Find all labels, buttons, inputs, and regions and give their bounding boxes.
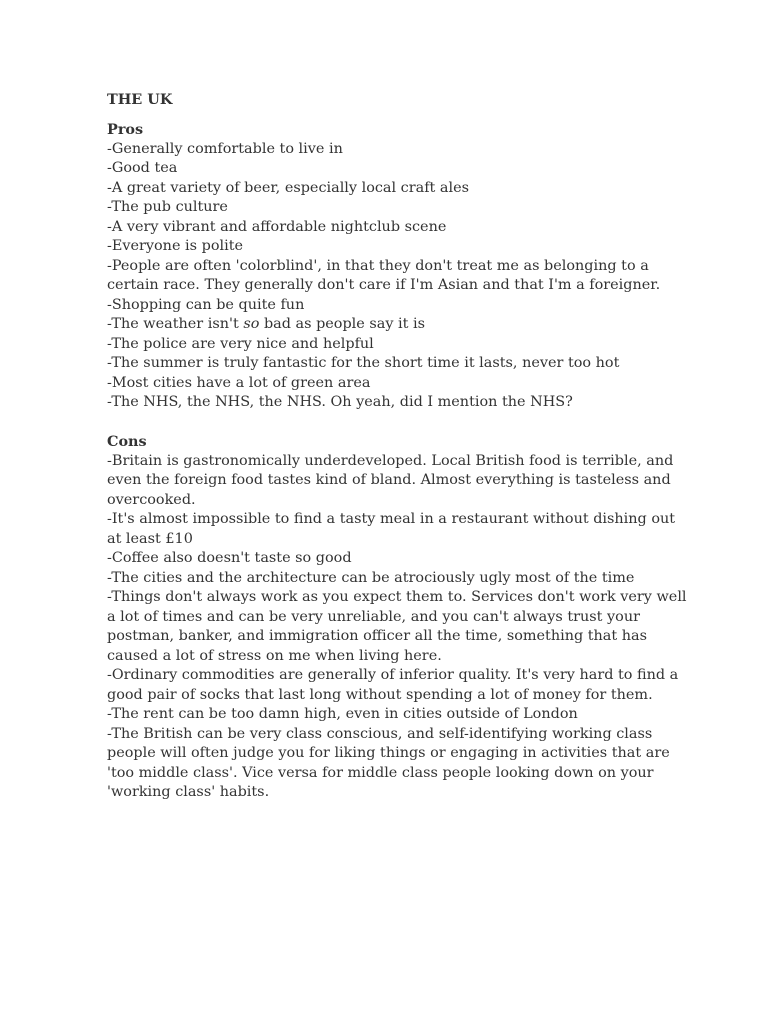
cons-item: -The rent can be too damn high, even in cities outside of London [107,706,578,722]
cons-item: -The cities and the architecture can be atrociously ugly most of the time [107,569,635,586]
pros-item: -The summer is truly fantastic for the short time it lasts, never too hot [107,355,620,371]
cons-item: -Coffee also doesn't taste so good [107,550,352,566]
cons-item: -The British can be very class conscious, and self-identifying working class people will often judge you for liking things or engaging in activities that are 'too middle class'. Vice versa for middle class people looking down on your 'working class' habits. [107,725,670,800]
cons-item: -It's almost impossible to find a tasty meal in a restaurant without dishing out at least £10 [107,511,676,547]
pros-item: -The police are very nice and helpful [107,335,374,352]
section-spacer [107,413,687,433]
cons-item: -Britain is gastronomically underdeveloped. Local British food is terrible, and even the foreign food tastes kind of bland. Almost everything is tasteless and overcooked. [107,452,674,508]
pros-item: -The pub culture [107,199,228,215]
weather-suffix: bad as people say it is [259,316,425,332]
cons-item: -Ordinary commodities are generally of inferior quality. It's very hard to find a good pair of socks that last long without spending a lot of money for them. [107,667,679,703]
pros-item: -Most cities have a lot of green area [107,374,371,391]
pros-item: -A great variety of beer, especially local craft ales [107,179,469,196]
cons-heading: Cons [107,433,147,450]
document-title: THE UK [107,91,173,108]
pros-item: -Generally comfortable to live in [107,140,343,157]
pros-item: -Shopping can be quite fun [107,296,305,313]
weather-prefix: -The weather isn't [107,316,244,332]
pros-item: -The NHS, the NHS, the NHS. Oh yeah, did I mention the NHS? [107,394,573,410]
cons-item: -Things don't always work as you expect them to. Services don't work very well a lot of times and can be very unreliable, and you can't always trust your postman, banker, and immigration officer all the time, something that has caused a lot of stress on me when living here. [107,589,687,664]
pros-item-weather [107,315,687,335]
pros-item: -People are often 'colorblind', in that they don't treat me as belonging to a certain race. They generally don't care if I'm Asian and that I'm a foreigner. [107,257,661,293]
document-page [107,90,687,803]
pros-item: -Good tea [107,160,178,176]
pros-heading: Pros [107,121,144,138]
pros-item: -A very vibrant and affordable nightclub scene [107,218,447,235]
pros-item: -Everyone is polite [107,238,243,254]
weather-emphasis: so [243,316,260,332]
